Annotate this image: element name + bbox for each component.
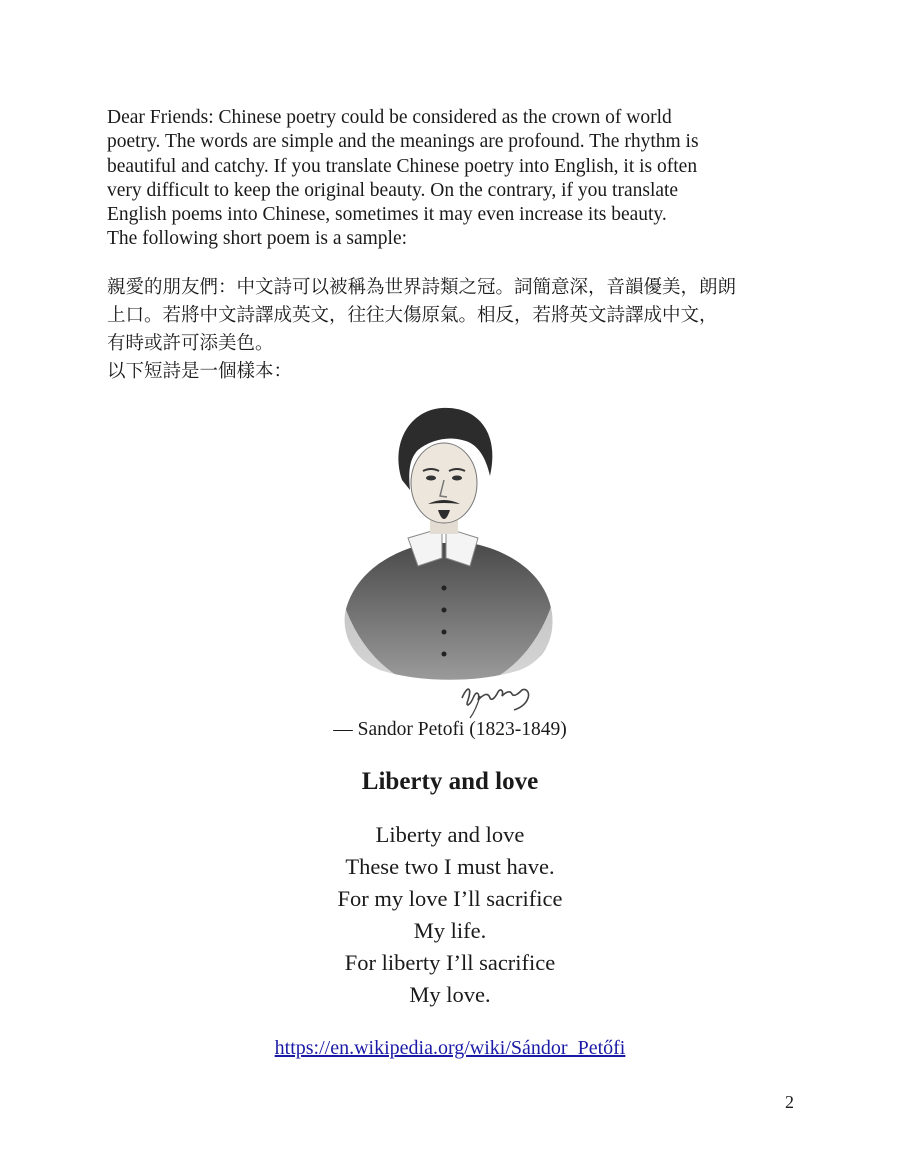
source-link-container: [0, 1035, 900, 1061]
intro-chinese-line: 有時或許可添美色。: [107, 333, 274, 354]
intro-english-paragraph: [107, 106, 797, 252]
author-attribution: — Sandor Petofi (1823-1849): [333, 719, 567, 740]
poem-line: For my love I’ll sacrifice: [337, 886, 563, 911]
poem-line: My life.: [413, 918, 487, 943]
intro-chinese-paragraph: [107, 274, 807, 386]
intro-english-line: very difficult to keep the original beauty. On the contrary, if you translate: [107, 179, 679, 201]
portrait-illustration: [330, 398, 570, 728]
intro-chinese-line: 上口。若將中文詩譯成英文，往往大傷原氣。相反，若將英文詩譯成中文，: [107, 305, 718, 326]
intro-english-line: The following short poem is a sample:: [107, 228, 408, 250]
poem-line: For liberty I’ll sacrifice: [344, 950, 556, 975]
poem-line: Liberty and love: [375, 822, 525, 847]
portrait-image: [330, 398, 570, 728]
intro-english-line: beautiful and catchy. If you translate Chinese poetry into English, it is often: [107, 155, 698, 177]
poem-line: These two I must have.: [345, 854, 555, 879]
intro-english-line: poetry. The words are simple and the meanings are profound. The rhythm is: [107, 131, 699, 153]
intro-chinese-line: 親愛的朋友們：中文詩可以被稱為世界詩類之冠。詞簡意深，音韻優美，朗朗: [107, 277, 737, 298]
wikipedia-link[interactable]: https://en.wikipedia.org/wiki/Sándor_Petőfi: [274, 1037, 626, 1059]
intro-chinese-line: 以下短詩是一個樣本：: [107, 361, 293, 382]
poem-title: Liberty and love: [361, 768, 539, 795]
page-number: 2: [785, 1092, 794, 1112]
poem-line: My love.: [409, 982, 491, 1007]
intro-english-line: Dear Friends: Chinese poetry could be considered as the crown of world: [107, 107, 672, 128]
intro-english-line: English poems into Chinese, sometimes it may even increase its beauty.: [107, 204, 667, 226]
poem-body: [0, 819, 900, 1011]
